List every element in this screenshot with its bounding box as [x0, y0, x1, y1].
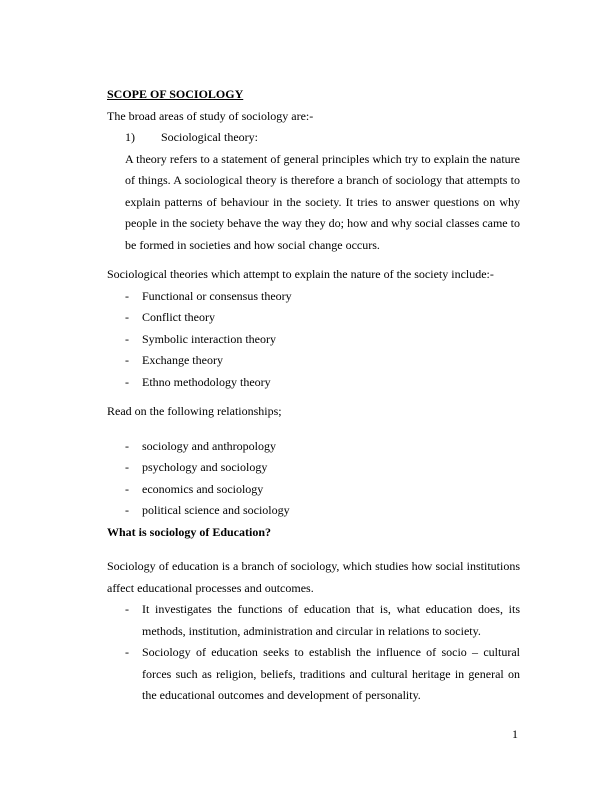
- list-item: [125, 599, 520, 642]
- list-item-text: political science and sociology: [142, 503, 290, 517]
- section-subheading: What is sociology of Education?: [107, 524, 272, 539]
- dash-marker: -: [125, 602, 129, 616]
- dash-marker: -: [125, 503, 129, 517]
- list-item-text: Conflict theory: [142, 310, 215, 324]
- list-item: [125, 479, 520, 501]
- list-item-text: It investigates the functions of education that is, what education does, its methods, institution, administration and circular in relations to society.: [142, 602, 520, 638]
- list-item: [125, 436, 520, 458]
- list-item-text: Ethno methodology theory: [142, 374, 271, 389]
- page-title: SCOPE OF SOCIOLOGY: [107, 87, 244, 101]
- numbered-item-text: Sociological theory:: [161, 130, 258, 144]
- list-item: [125, 329, 520, 351]
- dash-marker: -: [125, 645, 129, 659]
- list-item: [125, 350, 520, 372]
- education-bullets-list: [125, 599, 520, 707]
- list-item: [125, 457, 520, 479]
- dash-marker: -: [125, 353, 129, 367]
- list-item-text: economics and sociology: [142, 481, 264, 496]
- dash-marker: -: [125, 481, 129, 496]
- relationships-intro-paragraph: Read on the following relationships;: [107, 404, 282, 418]
- list-item-text: psychology and sociology: [142, 460, 268, 474]
- dash-marker: -: [125, 288, 129, 303]
- numbered-item: [125, 127, 520, 149]
- list-item-text: Symbolic interaction theory: [142, 331, 276, 346]
- list-item: [125, 286, 520, 308]
- dash-marker: -: [125, 310, 129, 324]
- dash-marker: -: [125, 374, 129, 389]
- theory-definition-paragraph: A theory refers to a statement of general principles which try to explain the nature of things. A sociological theory is therefore a branch of sociology that attempts to explain patterns of behaviour in the society. It tries to answer questions on why people in the society behave the way they do; how and why social classes came to be formed in societies and how social change occurs.: [125, 151, 520, 252]
- list-item-text: sociology and anthropology: [142, 438, 276, 453]
- theories-intro-paragraph: Sociological theories which attempt to explain the nature of the society include:-: [107, 267, 494, 281]
- list-item: [125, 642, 520, 707]
- list-item: [125, 500, 520, 522]
- dash-marker: -: [125, 460, 129, 474]
- numbered-item-number: 1): [125, 130, 135, 144]
- page-number: 1: [512, 727, 518, 741]
- theories-list: [125, 286, 520, 394]
- dash-marker: -: [125, 331, 129, 346]
- list-item-text: Functional or consensus theory: [142, 288, 292, 303]
- education-definition-paragraph: Sociology of education is a branch of sociology, which studies how social institutions affect educational processes and outcomes.: [107, 559, 520, 595]
- dash-marker: -: [125, 438, 129, 453]
- list-item: [125, 372, 520, 394]
- relationships-list: [125, 436, 520, 522]
- intro-paragraph: The broad areas of study of sociology are:-: [107, 108, 314, 123]
- list-item-text: Sociology of education seeks to establish the influence of socio – cultural forces such as religion, beliefs, traditions and cultural heritage in general on the educational outcomes and development of personality.: [142, 645, 520, 702]
- list-item: [125, 307, 520, 329]
- list-item-text: Exchange theory: [142, 353, 223, 367]
